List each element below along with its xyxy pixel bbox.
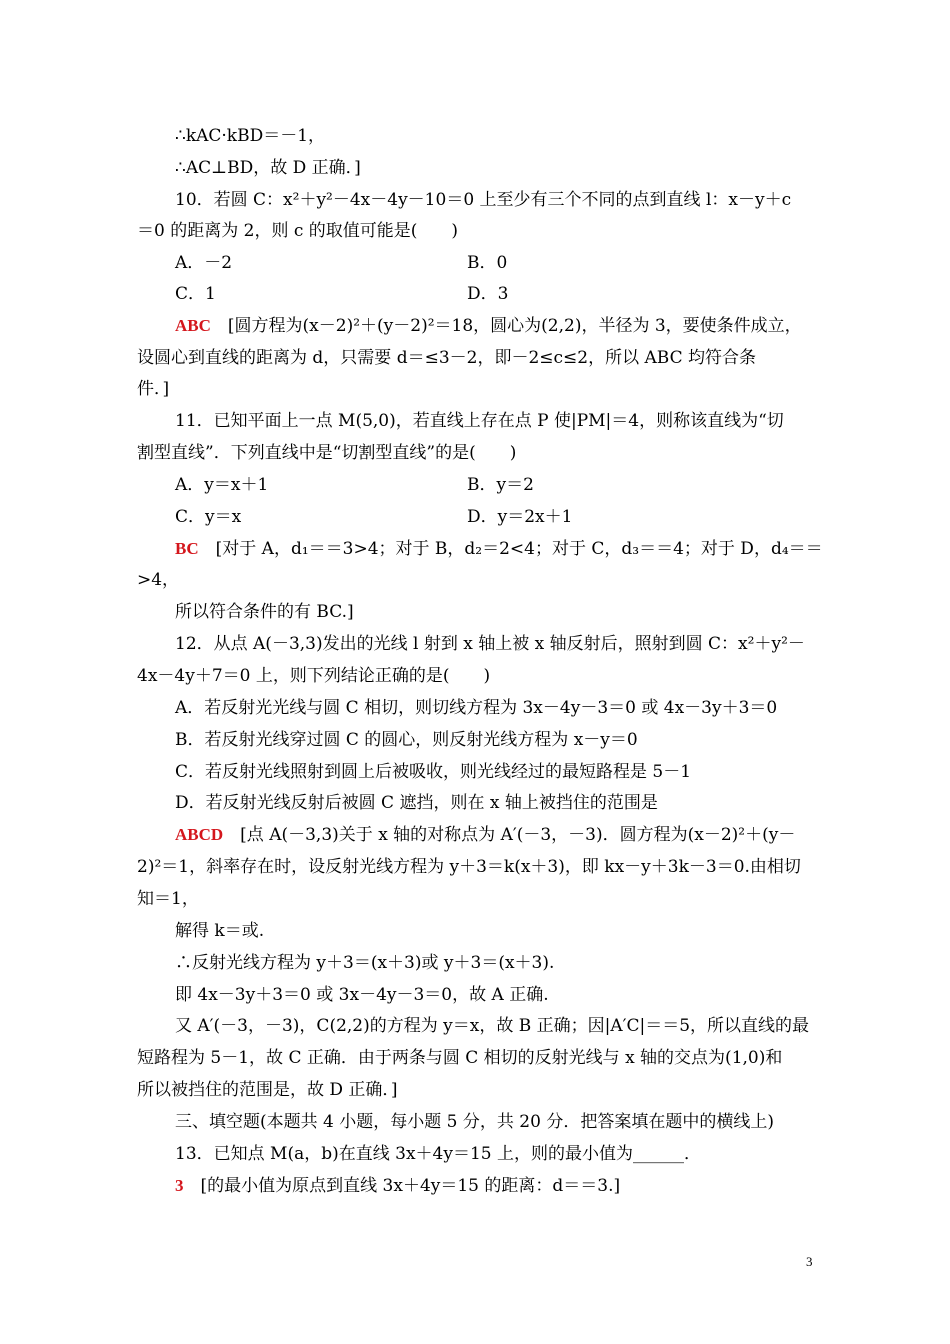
answer-text: [对于 A，d₁＝＝3>4；对于 B，d₂＝2<4；对于 C，d₃＝＝4；对于 D，d₄＝＝ [215, 539, 823, 559]
answer-text: 知＝1， [137, 889, 199, 909]
answer-text: 所以被挡住的范围是，故 D 正确．] [137, 1080, 398, 1100]
answer-text: ∴反射光线方程为 y＋3＝(x＋3)或 y＋3＝(x＋3). [175, 953, 555, 973]
page-number: 3 [806, 1254, 813, 1269]
answer-text: >4， [137, 570, 180, 590]
question-13-stem: 13．已知点 M(a，b)在直线 3x＋4y＝15 上，则的最小值为______． [175, 1144, 701, 1164]
answer-text: [圆方程为(x－2)²＋(y－2)²＝18，圆心为(2,2)，半径为 3，要使条件成立， [227, 316, 802, 336]
option-b: B．y＝2 [467, 475, 534, 495]
option-d: D．若反射光线反射后被圆 C 遮挡，则在 x 轴上被挡住的范围是 [175, 793, 658, 813]
answer-tag: ABCD [175, 825, 224, 844]
answer-text: 2)²＝1，斜率存在时，设反射光线方程为 y＋3＝k(x＋3)，即 kx－y＋3k－3＝0.由相切 [137, 857, 801, 877]
answer-text: [的最小值为原点到直线 3x＋4y＝15 的距离：d＝＝3.] [200, 1176, 621, 1196]
answer-tag: ABC [175, 316, 211, 335]
answer-text: [点 A(－3,3)关于 x 轴的对称点为 A′(－3，－3)．圆方程为(x－2)²＋(y－ [240, 825, 796, 845]
option-c: C．若反射光线照射到圆上后被吸收，则光线经过的最短路程是 5－1 [175, 762, 692, 782]
answer-text: 解得 k＝或. [175, 921, 265, 941]
answer-text: 设圆心到直线的距离为 d，只需要 d＝≤3－2，即－2≤c≤2，所以 ABC 均符合条 [137, 348, 756, 368]
text-line: ∴kAC·kBD＝－1， [175, 126, 326, 146]
answer-12 [175, 823, 795, 847]
option-b: B．若反射光线穿过圆 C 的圆心，则反射光线方程为 x－y＝0 [175, 730, 638, 750]
question-10-stem: ＝0 的距离为 2，则 c 的取值可能是( ) [137, 221, 459, 241]
answer-tag: BC [175, 539, 199, 558]
answer-tag: 3 [175, 1176, 184, 1195]
option-d: D．y＝2x＋1 [467, 507, 573, 527]
answer-text: 即 4x－3y＋3＝0 或 3x－4y－3＝0，故 A 正确. [175, 985, 549, 1005]
question-10-stem: 10．若圆 C：x²＋y²－4x－4y－10＝0 上至少有三个不同的点到直线 l：x－y＋c [175, 190, 792, 210]
question-11-stem: 11．已知平面上一点 M(5,0)，若直线上存在点 P 使|PM|＝4，则称该直线为“切 [175, 411, 784, 431]
answer-11 [175, 537, 823, 561]
answer-text: 件．] [137, 379, 170, 399]
answer-10 [175, 314, 802, 338]
option-c: C．y＝x [175, 507, 242, 527]
answer-text: 又 A′(－3，－3)，C(2,2)的方程为 y＝x，故 B 正确；因|A′C|＝＝5，所以直线的最 [175, 1016, 810, 1036]
option-a: A．y＝x＋1 [175, 475, 269, 495]
section-heading: 三、填空题(本题共 4 小题，每小题 5 分，共 20 分．把答案填在题中的横线上) [175, 1112, 774, 1132]
option-b: B．0 [467, 253, 508, 273]
question-12-stem: 12．从点 A(－3,3)发出的光线 l 射到 x 轴上被 x 轴反射后，照射到圆 C：x²＋y²－ [175, 634, 805, 654]
answer-text: 短路程为 5－1，故 C 正确．由于两条与圆 C 相切的反射光线与 x 轴的交点为(1,0)和 [137, 1048, 783, 1068]
text-line: ∴AC⊥BD，故 D 正确．] [175, 158, 361, 178]
question-12-stem: 4x－4y＋7＝0 上，则下列结论正确的是( ) [137, 666, 491, 686]
option-d: D．3 [467, 284, 509, 304]
option-a: A．若反射光光线与圆 C 相切，则切线方程为 3x－4y－3＝0 或 4x－3y＋3＝0 [175, 698, 778, 718]
option-a: A．－2 [175, 253, 233, 273]
question-11-stem: 割型直线”．下列直线中是“切割型直线”的是( ) [137, 443, 517, 463]
answer-13 [175, 1174, 620, 1198]
option-c: C．1 [175, 284, 216, 304]
answer-text: 所以符合条件的有 BC.] [175, 602, 354, 622]
